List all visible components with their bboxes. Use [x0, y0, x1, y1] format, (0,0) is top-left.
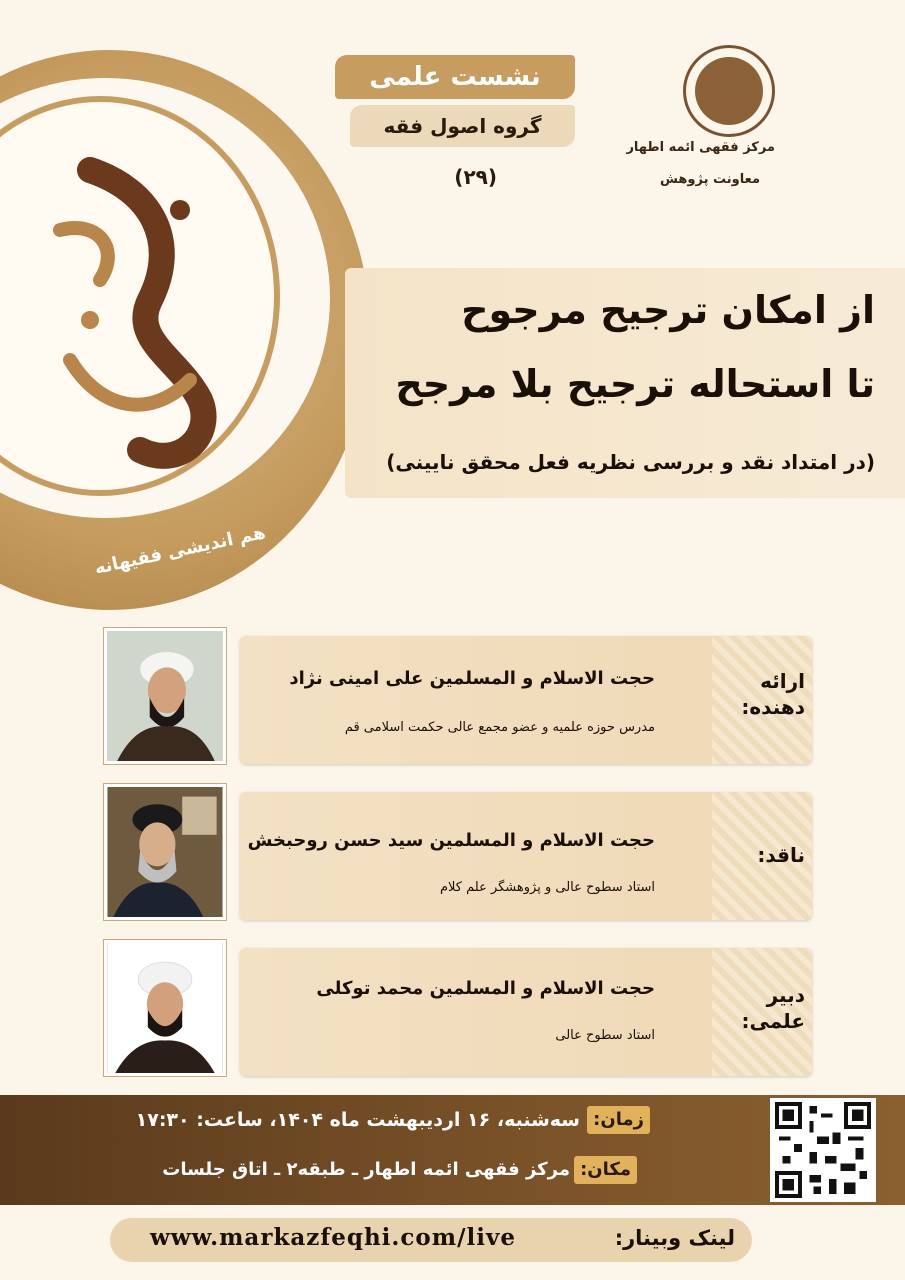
- speaker-photo: [104, 784, 226, 920]
- speaker-photo: [104, 940, 226, 1076]
- logo-mark: [695, 57, 763, 125]
- speaker-name: حجت الاسلام و المسلمین سید حسن روحبخش: [247, 830, 655, 851]
- speaker-name: حجت الاسلام و المسلمین محمد توکلی: [316, 978, 655, 999]
- speaker-photo: [104, 628, 226, 764]
- event-type-label: نشست علمی: [335, 55, 575, 99]
- speaker-role: ناقد:: [757, 843, 805, 867]
- slogan: هم اندیشی فقیهانه: [92, 522, 268, 579]
- main-title-line2: تا استحاله ترجیح بلا مرجح: [395, 362, 875, 406]
- speaker-description: استاد سطوح عالی: [555, 1028, 655, 1043]
- session-number: (۲۹): [454, 165, 497, 189]
- group-label: گروه اصول فقه: [350, 105, 575, 147]
- qr-code-icon[interactable]: [770, 1098, 876, 1202]
- calligraphy-logo: [30, 150, 250, 480]
- logo-department: معاونت پژوهش: [660, 172, 760, 187]
- time-value: سه‌شنبه، ۱۶ اردیبهشت ماه ۱۴۰۴، ساعت: ۱۷:۳۰: [135, 1109, 580, 1131]
- webinar-link[interactable]: www.markazfeqhi.com/live: [150, 1224, 516, 1251]
- main-subtitle: (در امتداد نقد و بررسی نظریه فعل محقق نایینی): [386, 450, 875, 474]
- place-label: مکان:: [574, 1156, 637, 1184]
- webinar-link-label: لینک وبینار:: [614, 1226, 735, 1250]
- time-label: زمان:: [587, 1106, 650, 1134]
- speaker-name: حجت الاسلام و المسلمین علی امینی نژاد: [289, 668, 655, 689]
- logo-org-name: مرکز فقهی ائمه اطهار: [626, 140, 775, 155]
- place-value: مرکز فقهی ائمه اطهار ـ طبقه۲ ـ اتاق جلسات: [162, 1159, 570, 1180]
- speaker-description: مدرس حوزه علمیه و عضو مجمع عالی حکمت اسلامی قم: [344, 720, 655, 735]
- main-title-line1: از امکان ترجیح مرجوح: [461, 288, 875, 332]
- speaker-description: استاد سطوح عالی و پژوهشگر علم کلام: [439, 880, 655, 895]
- speaker-role: دبیر علمی:: [741, 983, 805, 1033]
- speaker-role: ارائه دهنده:: [741, 669, 805, 719]
